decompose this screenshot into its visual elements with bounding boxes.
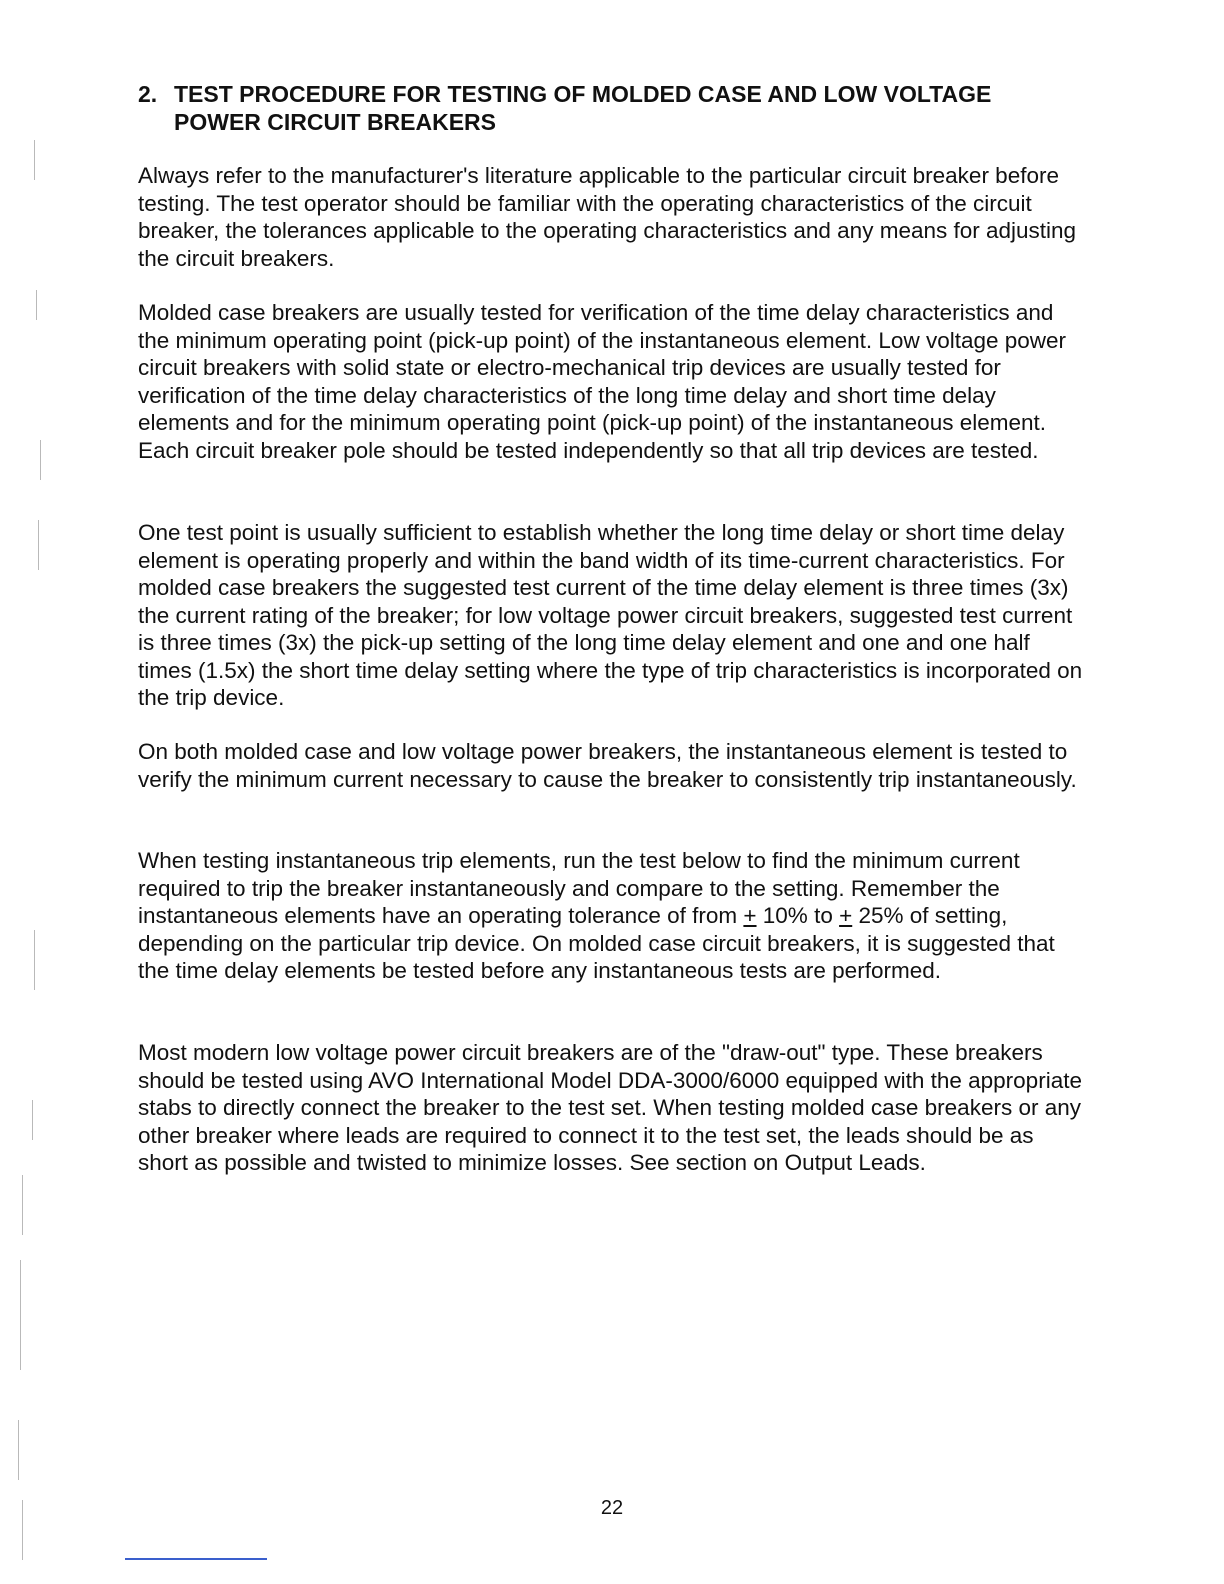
paragraph-instantaneous-trip-testing-part-3: 25% of setting, depending on the particular trip device. On molded case circuit breakers, it is suggested that the time delay elements be tested before any instantaneous tests are performed. xyxy=(138,903,1055,983)
plus-minus-sign: + xyxy=(743,903,757,928)
paragraph-breaker-verification: Molded case breakers are usually tested for verification of the time delay characteristics and the minimum operating point (pick-up point) of the instantaneous element. Low voltage power circuit breakers with solid state or electro-mechanical trip devices are usually tested for verification of the time delay characteristics of the long time delay and short time delay elements and for the minimum operating point (pick-up point) of the instantaneous element. Each circuit breaker pole should be tested independently so that all trip devices are tested. xyxy=(138,300,1067,463)
plus-minus-sign: + xyxy=(839,903,853,928)
paragraph-test-point: One test point is usually sufficient to establish whether the long time delay or short time delay element is operating properly and within the band width of its time-current characteristics. For molded case breakers the suggested test current of the time delay element is three times (3x) the current rating of the breaker; for low voltage power circuit breakers, suggested test current is three times (3x) the pick-up setting of the long time delay element and one and one half times (1.5x) the short time delay setting where the type of trip characteristics is incorporated on the trip device. xyxy=(138,520,1083,710)
paragraph-instantaneous-trip-testing-part-2: 10% to xyxy=(756,903,840,928)
page-number: 22 xyxy=(600,1497,624,1519)
section-heading-line-2: POWER CIRCUIT BREAKERS xyxy=(174,109,497,135)
paragraph-instantaneous-trip-testing xyxy=(138,847,1088,985)
paragraph-draw-out-breakers: Most modern low voltage power circuit breakers are of the "draw-out" type. These breakers should be tested using AVO International Model DDA-3000/6000 equipped with the appropriate stabs to directly connect the breaker to the test set. When testing molded case breakers or any other breaker where leads are required to connect it to the test set, the leads should be as short as possible and twisted to minimize losses. See section on Output Leads. xyxy=(138,1040,1082,1175)
paragraph-manufacturer-literature: Always refer to the manufacturer's literature applicable to the particular circuit breaker before testing. The test operator should be familiar with the operating characteristics of the circuit breaker, the tolerances applicable to the operating characteristics and any means for adjusting the circuit breakers. xyxy=(138,163,1077,271)
paragraph-instantaneous-element: On both molded case and low voltage power breakers, the instantaneous element is tested to verify the minimum current necessary to cause the breaker to consistently trip instantaneously. xyxy=(138,739,1077,792)
paragraph-instantaneous-trip-testing-part-1: When testing instantaneous trip elements, run the test below to find the minimum current required to trip the breaker instantaneously and compare to the setting. Remember the instantaneous elements have an operating tolerance of from xyxy=(138,848,1020,928)
section-heading-line-1: TEST PROCEDURE FOR TESTING OF MOLDED CASE AND LOW VOLTAGE xyxy=(174,81,992,107)
section-number: 2. xyxy=(138,81,158,107)
section-heading xyxy=(138,80,1098,136)
scan-margin-marks xyxy=(14,140,44,1560)
footer-rule xyxy=(125,1558,267,1560)
